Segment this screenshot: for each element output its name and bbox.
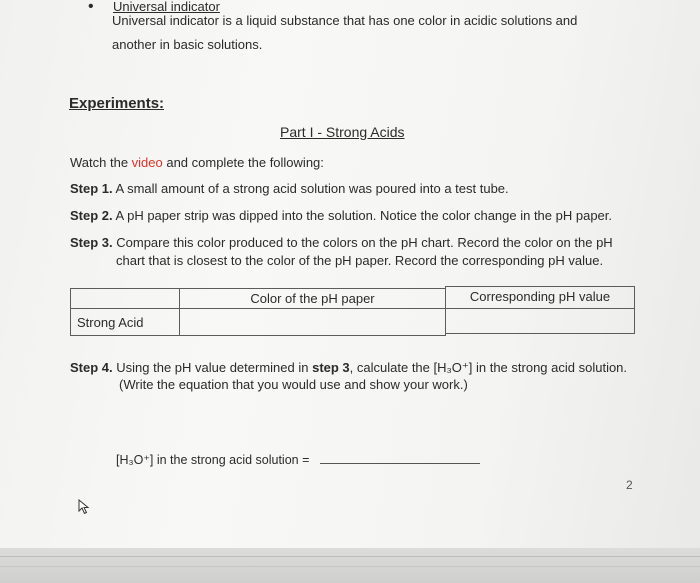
step-1-text: A small amount of a strong acid solution was poured into a test tube.	[115, 181, 509, 196]
step-3-text-2: chart that is closest to the color of the pH paper. Record the corresponding pH value.	[116, 253, 604, 268]
step-2-text: A pH paper strip was dipped into the solution. Notice the color change in the pH paper.	[115, 208, 613, 223]
step-1	[70, 180, 509, 198]
page-number: 2	[626, 478, 633, 492]
step-3	[70, 234, 613, 252]
step-4-pre: Using the pH value determined in	[116, 360, 313, 375]
part-title: Part I - Strong Acids	[280, 124, 405, 140]
table-header-blank	[70, 288, 180, 309]
mouse-cursor-icon	[78, 499, 90, 515]
table-header-ph: Corresponding pH value	[445, 286, 635, 309]
step-2-label: Step 2.	[70, 208, 113, 223]
intro-line-2: another in basic solutions.	[112, 37, 263, 52]
step-4-line-2: (Write the equation that you would use and show your work.)	[119, 377, 468, 392]
step-3-text-1: Compare this color produced to the colors on the pH chart. Record the color on the pH	[116, 235, 613, 250]
answer-blank-line[interactable]	[320, 463, 480, 464]
experiments-heading: Experiments:	[69, 95, 165, 112]
table-cell-ph[interactable]	[445, 308, 635, 334]
step-1-label: Step 1.	[70, 181, 113, 196]
step-4-bold: step 3	[312, 360, 350, 375]
watch-instruction	[70, 154, 324, 172]
intro-line-1: Universal indicator is a liquid substance that has one color in acidic solutions and	[112, 13, 578, 28]
universal-indicator-heading: Universal indicator	[113, 0, 220, 14]
step-4-label: Step 4.	[70, 360, 113, 375]
table-cell-color[interactable]	[179, 308, 446, 336]
watch-pre: Watch the	[70, 155, 132, 170]
page-fold-line	[0, 556, 700, 557]
step-3-label: Step 3.	[70, 235, 113, 250]
table-header-color: Color of the pH paper	[179, 288, 446, 309]
step-4-post: , calculate the [H₃O⁺] in the strong acid solution.	[349, 360, 628, 375]
bullet-point: •	[88, 0, 94, 15]
table-row-label: Strong Acid	[70, 308, 180, 336]
step-4	[70, 359, 627, 377]
watch-post: and complete the following:	[162, 155, 324, 170]
step-2	[70, 207, 612, 225]
answer-label: [H₃O⁺] in the strong acid solution =	[116, 453, 310, 467]
page-fold-line-2	[0, 566, 700, 567]
video-link[interactable]: video	[131, 155, 163, 170]
